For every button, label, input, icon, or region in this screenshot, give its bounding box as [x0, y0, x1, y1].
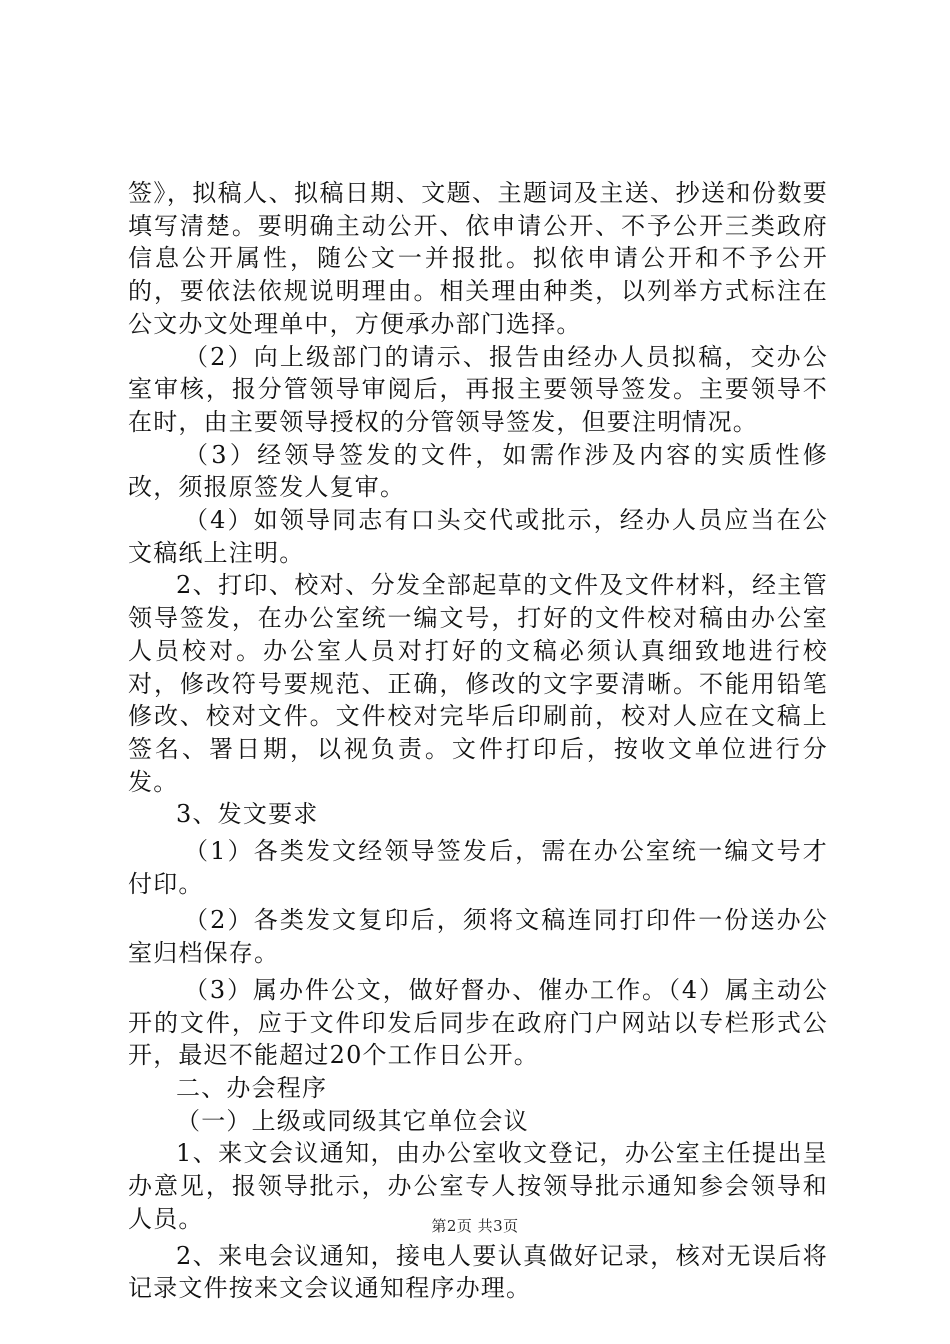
paragraph-2: （2）向上级部门的请示、报告由经办人员拟稿，交办公室审核，报分管领导审阅后，再报主要领导签发。主要领导不在时，由主要领导授权的分管领导签发，但要注明情况。	[128, 342, 828, 436]
paragraph-1: 签》，拟稿人、拟稿日期、文题、主题词及主送、抄送和份数要填写清楚。要明确主动公开、依申请公开、不予公开三类政府信息公开属性，随公文一并报批。拟依申请公开和不予公开的，要依法依规说明理由。相关理由种类，以列举方式标注在公文办文处理单中，方便承办部门选择。	[128, 179, 828, 338]
paragraph-8: （2）各类发文复印后，须将文稿连同打印件一份送办公室归档保存。	[128, 906, 828, 968]
paragraph-6: 3、发文要求	[176, 800, 319, 829]
document-body	[128, 177, 828, 1305]
paragraph-9: （3）属办件公文，做好督办、催办工作。（4）属主动公开的文件，应于文件印发后同步在政府门户网站以专栏形式公开，最迟不能超过20个工作日公开。	[128, 975, 828, 1070]
subsection-heading: （一）上级或同级其它单位会议	[176, 1106, 529, 1135]
paragraph-3: （3）经领导签发的文件，如需作涉及内容的实质性修改，须报原签发人复审。	[128, 440, 828, 502]
paragraph-5: 2、打印、校对、分发全部起草的文件及文件材料，经主管领导签发，在办公室统一编文号，打好的文件校对稿由办公室人员校对。办公室人员对打好的文稿必须认真细致地进行校对，修改符号要规范、正确，修改的文字要清晰。不能用铅笔修改、校对文件。文件校对完毕后印刷前，校对人应在文稿上签名、署日期，以视负责。文件打印后，按收文单位进行分发。	[128, 571, 828, 796]
section-heading: 二、办会程序	[176, 1073, 328, 1102]
paragraph-13: 2、来电会议通知，接电人要认真做好记录，核对无误后将记录文件按来文会议通知程序办理。	[128, 1241, 828, 1303]
paragraph-7: （1）各类发文经领导签发后，需在办公室统一编文号才付印。	[128, 837, 828, 898]
paragraph-12: 1、来文会议通知，由办公室收文登记，办公室主任提出呈办意见，报领导批示，办公室专人按领导批示通知参会领导和人员。	[128, 1139, 828, 1233]
page-number-footer: 第2页 共3页	[431, 1217, 519, 1235]
paragraph-4: （4）如领导同志有口头交代或批示，经办人员应当在公文稿纸上注明。	[128, 506, 828, 567]
